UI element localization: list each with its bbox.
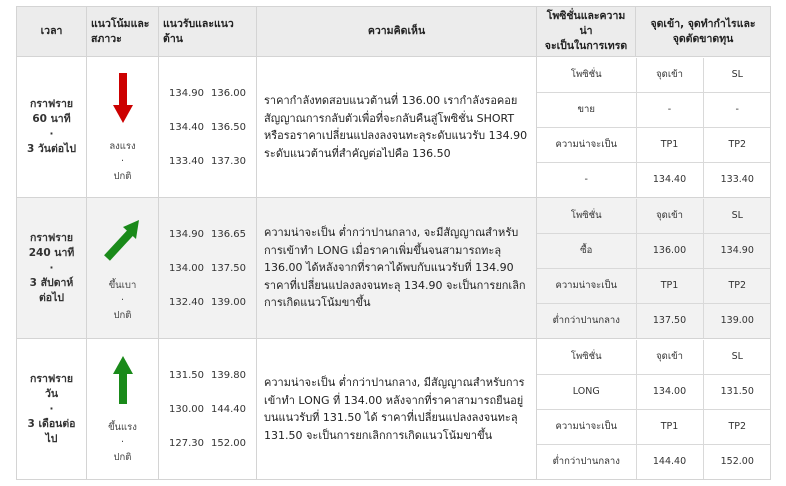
grid-cell: 131.50: [703, 374, 771, 409]
grid-cell: 144.40: [636, 444, 703, 479]
position-grid: [537, 340, 771, 479]
resistance-level: 144.40: [211, 403, 246, 415]
grid-cell: 134.00: [636, 374, 703, 409]
grid-cell: TP2: [703, 409, 771, 444]
grid-cell: 137.50: [636, 303, 703, 338]
grid-cell: ต่ำกว่าปานกลาง: [537, 444, 636, 479]
grid-cell: TP1: [636, 268, 703, 303]
grid-cell: SL: [703, 58, 771, 93]
grid-cell: TP1: [636, 409, 703, 444]
grid-cell: -: [636, 92, 703, 127]
resistance-level: 136.50: [211, 121, 246, 133]
support-level: 134.90: [169, 87, 204, 99]
arrow-down-icon: [112, 71, 134, 125]
grid-cell: TP2: [703, 127, 771, 162]
grid-cell: ความน่าจะเป็น: [537, 127, 636, 162]
position-grid: [537, 58, 771, 197]
timeframe-cell: กราฟราย วัน · 3 เดือนต่อ ไป: [17, 339, 87, 480]
resistance-level: 152.00: [211, 437, 246, 449]
grid-cell: โพซิชั่น: [537, 58, 636, 93]
grid-cell: จุดเข้า: [636, 58, 703, 93]
resistance-level: 139.00: [211, 296, 246, 308]
grid-cell: 133.40: [720, 174, 754, 185]
trend-strength: ลงแรง: [109, 140, 136, 152]
table-row: [17, 57, 771, 198]
trend-cell: ขึ้นเบา · ปกติ: [87, 198, 159, 339]
support-level: 134.00: [169, 262, 204, 274]
support-level: 132.40: [169, 296, 204, 308]
trend-cell: ลงแรง · ปกติ: [87, 57, 159, 198]
grid-cell: 134.40: [636, 162, 703, 197]
trend-condition: ปกติ: [113, 309, 132, 321]
timeframe-cell: กราฟราย 60 นาที · 3 วันต่อไป: [17, 57, 87, 198]
grid-cell: ความน่าจะเป็น: [537, 268, 636, 303]
comment-cell: ราคากำลังทดสอบแนวต้านที่ 136.00 เรากำลังรอคอยสัญญาณการกลับตัวเพื่อที่จะกลับคืนสู่โพซิชั่น SHORT หรือรอราคาเปลี่ยนแปลงลงจนทะลุระดับแนวรับ 134.90 ระดับแนวต้านที่สำคัญต่อไปคือ 136.50: [257, 57, 537, 198]
grid-cell: ขาย: [537, 92, 636, 127]
arrow-up-icon: [112, 354, 134, 406]
table-row: [17, 198, 771, 339]
table-row: [17, 339, 771, 480]
grid-cell: TP2: [703, 268, 771, 303]
comment-cell: ความน่าจะเป็น ต่ำกว่าปานกลาง, จะมีสัญญาณสำหรับการเข้าทำ LONG เมื่อราคาเพิ่มขึ้นจนสามารถทะลุ 136.00 ได้หลังจากที่ราคาได้พบกับแนวรับที่ 134.90 ราคาที่เปลี่ยนแปลงลงจนทะลุ 134.90 จะเป็นการยกเลิกการเกิดแนวโน้มขาขึ้น: [257, 198, 537, 339]
grid-cell: 136.00: [636, 233, 703, 268]
grid-cell: ความน่าจะเป็น: [537, 409, 636, 444]
support-level: 133.40: [169, 155, 204, 167]
trend-strength: ขึ้นเบา: [108, 279, 137, 291]
trend-condition: ปกติ: [113, 451, 132, 463]
header-time: เวลา: [17, 7, 87, 57]
grid-cell: ซื้อ: [537, 233, 636, 268]
grid-cell: SL: [703, 199, 771, 234]
resistance-level: 137.50: [211, 262, 246, 274]
support-level: 134.40: [169, 121, 204, 133]
grid-cell: ต่ำกว่าปานกลาง: [537, 303, 636, 338]
grid-cell: LONG: [537, 374, 636, 409]
grid-cell: TP1: [636, 127, 703, 162]
grid-cell: จุดเข้า: [636, 199, 703, 234]
grid-cell: โพซิชั่น: [537, 340, 636, 375]
comment-cell: ความน่าจะเป็น ต่ำกว่าปานกลาง, มีสัญญาณสำหรับการเข้าทำ LONG ที่ 134.00 หลังจากที่ราคาสามารถยืนอยู่บนแนวรับที่ 131.50 ได้ ราคาที่เปลี่ยนแปลงลงจนทะลุ 131.50 จะเป็นการยกเลิกการเกิดแนวโน้มขาขึ้น: [257, 339, 537, 480]
grid-cell: 139.00: [703, 303, 771, 338]
resistance-level: 139.80: [211, 369, 246, 381]
forecast-table: [16, 6, 771, 480]
header-entry: จุดเข้า, จุดทำกำไรและ จุดตัดขาดทุน: [636, 7, 771, 57]
levels-cell: [159, 198, 257, 339]
position-grid: [537, 199, 771, 338]
position-grid-cell: [537, 339, 771, 480]
timeframe-cell: กราฟราย 240 นาที · 3 สัปดาห์ ต่อไป: [17, 198, 87, 339]
grid-cell: SL: [703, 340, 771, 375]
resistance-level: 136.00: [211, 87, 246, 99]
header-position: โพซิชั่นและความน่า จะเป็นในการเทรด: [537, 7, 636, 57]
trend-strength: ขึ้นแรง: [108, 421, 137, 433]
support-level: 134.90: [169, 228, 204, 240]
position-grid-cell: [537, 198, 771, 339]
grid-cell: โพซิชั่น: [537, 199, 636, 234]
header-trend: แนวโน้มและ สภาวะ: [87, 7, 159, 57]
trend-cell: ขึ้นแรง · ปกติ: [87, 339, 159, 480]
support-level: 131.50: [169, 369, 204, 381]
grid-cell: 152.00: [720, 456, 754, 467]
header-levels: แนวรับและแนว ต้าน: [159, 7, 257, 57]
resistance-level: 136.65: [211, 228, 246, 240]
levels-cell: [159, 339, 257, 480]
resistance-level: 137.30: [211, 155, 246, 167]
grid-cell: -: [703, 92, 771, 127]
support-level: 130.00: [169, 403, 204, 415]
position-grid-cell: [537, 57, 771, 198]
table-header-row: [17, 7, 771, 57]
trend-condition: ปกติ: [113, 170, 132, 182]
grid-cell: -: [537, 162, 636, 197]
header-comment: ความคิดเห็น: [257, 7, 537, 57]
grid-cell: 134.90: [703, 233, 771, 268]
levels-cell: [159, 57, 257, 198]
grid-cell: จุดเข้า: [636, 340, 703, 375]
support-level: 127.30: [169, 437, 204, 449]
arrow-up-right-icon: [101, 214, 145, 264]
